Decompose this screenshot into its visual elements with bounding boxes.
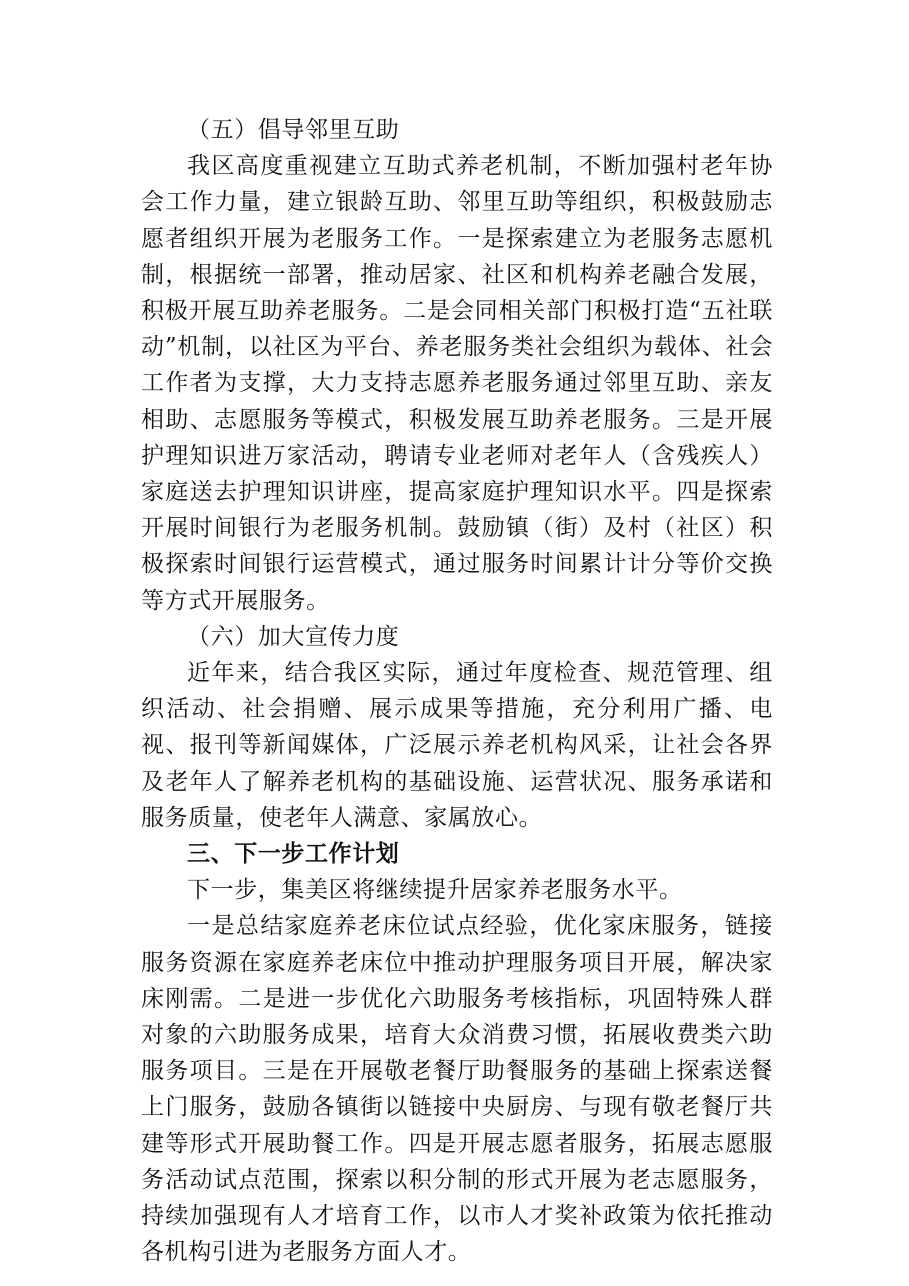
part-3-intro-paragraph: 下一步，集美区将继续提升居家养老服务水平。 — [187, 877, 683, 904]
document-body — [141, 112, 773, 1271]
section-5-paragraph: 我区高度重视建立互助式养老机制，不断加强村老年协会工作力量，建立银龄互助、邻里互助等组织，积极鼓励志愿者组织开展为老服务工作。一是探索建立为老服务志愿机制，根据统一部署，推动居家、社区和机构养老融合发展，积极开展互助养老服务。二是会同相关部门积极打造“五社联动”机制，以社区为平台、养老服务类社会组织为载体、社会工作者为支撑，大力支持志愿养老服务通过邻里互助、亲友相助、志愿服务等模式，积极发展互助养老服务。三是开展护理知识进万家活动，聘请专业老师对老年人（含残疾人）家庭送去护理知识讲座，提高家庭护理知识水平。四是探索开展时间银行为老服务机制。鼓励镇（街）及村（社区）积极探索时间银行运营模式，通过服务时间累计计分等价交换等方式开展服务。 — [141, 153, 773, 614]
part-3-paragraph: 一是总结家庭养老床位试点经验，优化家床服务，链接服务资源在家庭养老床位中推动护理服务项目开展，解决家床刚需。二是进一步优化六助服务考核指标，巩固特殊人群对象的六助服务成果，培育大众消费习惯，拓展收费类六助服务项目。三是在开展敬老餐厅助餐服务的基础上探索送餐上门服务，鼓励各镇街以链接中央厨房、与现有敬老餐厅共建等形式开展助餐工作。四是开展志愿者服务，拓展志愿服务活动试点范围，探索以积分制的形式开展为老志愿服务，持续加强现有人才培育工作，以市人才奖补政策为依托推动各机构引进为老服务方面人才。 — [141, 913, 773, 1266]
section-6-paragraph: 近年来，结合我区实际，通过年度检查、规范管理、组织活动、社会捐赠、展示成果等措施，充分利用广播、电视、报刊等新闻媒体，广泛展示养老机构风采，让社会各界及老年人了解养老机构的基础设施、运营状况、服务承诺和服务质量，使老年人满意、家属放心。 — [141, 660, 773, 831]
section-5-heading: （五）倡导邻里互助 — [187, 117, 400, 143]
part-3-heading: 三、下一步工作计划 — [187, 841, 400, 868]
section-6-heading: （六）加大宣传力度 — [187, 623, 400, 650]
